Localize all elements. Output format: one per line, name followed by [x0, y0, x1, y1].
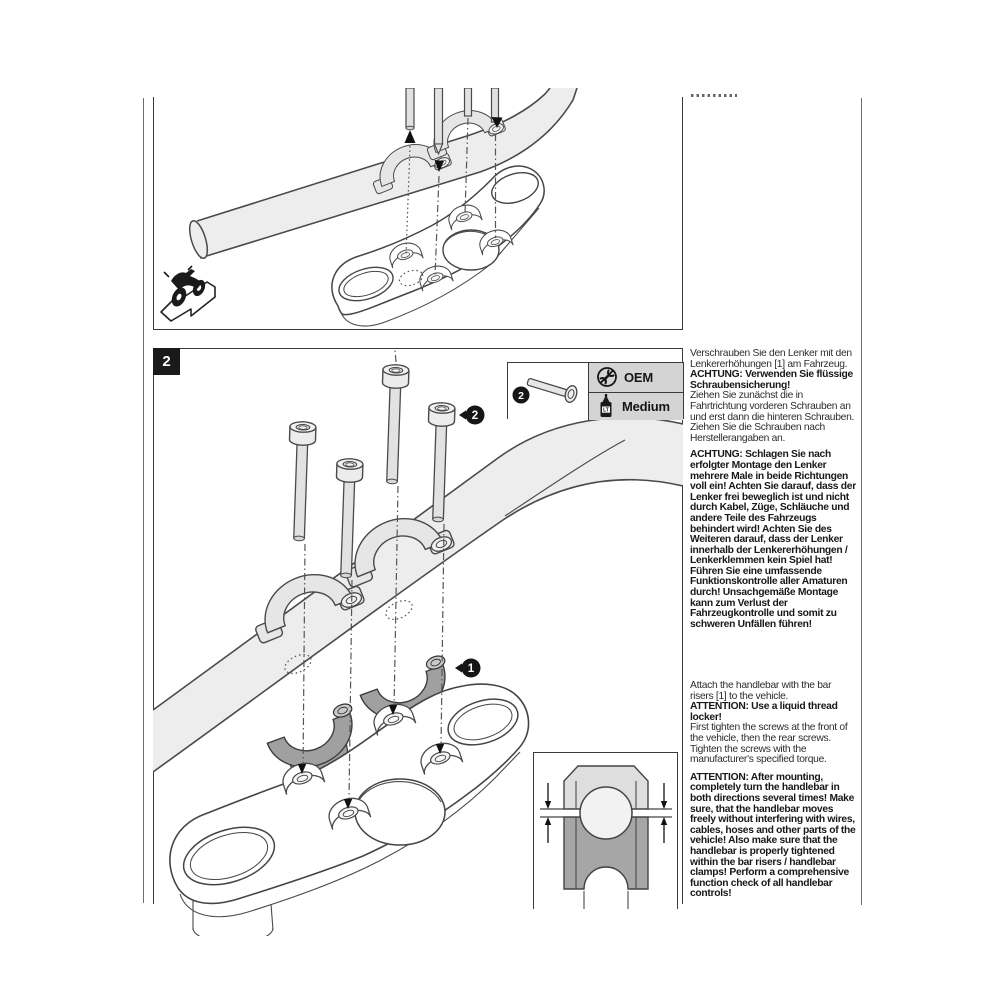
de-paragraph-2: Ziehen Sie zunächst die in Fahrtrichtung vorderen Schrauben an und erst dann die hinteren Schrauben. Ziehen Sie die Schrauben nach Herstellerangaben an.: [690, 390, 855, 444]
callout-1-badge: [455, 659, 481, 678]
step-1-illustration: [153, 88, 683, 330]
right-margin-line: [861, 98, 862, 905]
de-warning-2: ACHTUNG: Schlagen Sie nach erfolgter Montage den Lenker mehrere Male in beide Richtungen voll ein! Achten Sie darauf, dass der Lenker frei beweglich ist und nicht durch Kabel, Züge, Schläuche und andere Teile des Fahrzeugs behindert wird! Achten Sie des Weiteren darauf, dass der Lenker innerhalb der Lenkererhöhungen / Lenkerklemmen kein Spiel hat! Führen Sie eine umfassende Funktionskontrolle aller Amaturen durch! Unsachgemäße Montage kann zum Verlust der Fahrzeugkontrolle und somit zu schweren Unfällen führen!: [690, 449, 856, 630]
legend-part-cell: [508, 363, 589, 420]
en-warning-1: ATTENTION: Use a liquid thread locker!: [690, 701, 838, 723]
clipped-text-fragment: [691, 94, 737, 97]
en-warning-2: ATTENTION: After mounting, completely turn the handlebar in both directions several times! Make sure, that the handlebar moves freely without interfering with wires, cables, hoses and other parts of the vehicle! Also make sure that the handlebar is properly tightened within the bar risers / handlebar clamps! Perform a comprehensive function check of all handlebar controls!: [690, 771, 856, 900]
en-paragraph-1: Attach the handlebar with the bar risers [1] to the vehicle.: [690, 681, 832, 702]
instructions-german: [690, 349, 856, 679]
svg-text:2: 2: [471, 410, 479, 422]
left-margin-line: [143, 98, 144, 903]
de-paragraph-1: Verschrauben Sie den Lenker mit den Lenkererhöhungen [1] am Fahrzeug.: [690, 349, 852, 370]
arrow-up-icon: [405, 130, 416, 143]
motorcycle-direction-icon: [161, 266, 215, 321]
riser-screw: [379, 364, 409, 484]
screw-thumbnail: [527, 378, 579, 404]
legend-row-threadlocker: [589, 392, 683, 421]
no-oem-screw-icon: [596, 366, 618, 388]
legend-box: [507, 362, 684, 419]
de-warning-1: ACHTUNG: Verwenden Sie flüssige Schraubensicherung!: [690, 369, 853, 391]
callout-2-badge: [459, 406, 485, 425]
alignment-detail-inset: [533, 752, 678, 909]
svg-text:2: 2: [518, 390, 524, 402]
legend-row-oem: [589, 363, 683, 392]
riser-screw: [286, 421, 316, 541]
step-2-number-badge: 2: [153, 348, 180, 375]
oem-label: OEM: [624, 369, 654, 385]
legend-part-badge: [513, 387, 530, 404]
en-paragraph-2: First tighten the screws at the front of the vehicle, then the rear screws. Tighten the screws with the manufacturer's specified torque.: [690, 722, 848, 766]
threadlocker-bottle-icon: [596, 394, 616, 418]
svg-text:1: 1: [467, 663, 475, 675]
medium-label: Medium: [622, 398, 670, 414]
handlebar-cross-section: [580, 787, 632, 839]
svg-text:LT: LT: [603, 407, 609, 414]
instructions-english: [690, 681, 856, 907]
